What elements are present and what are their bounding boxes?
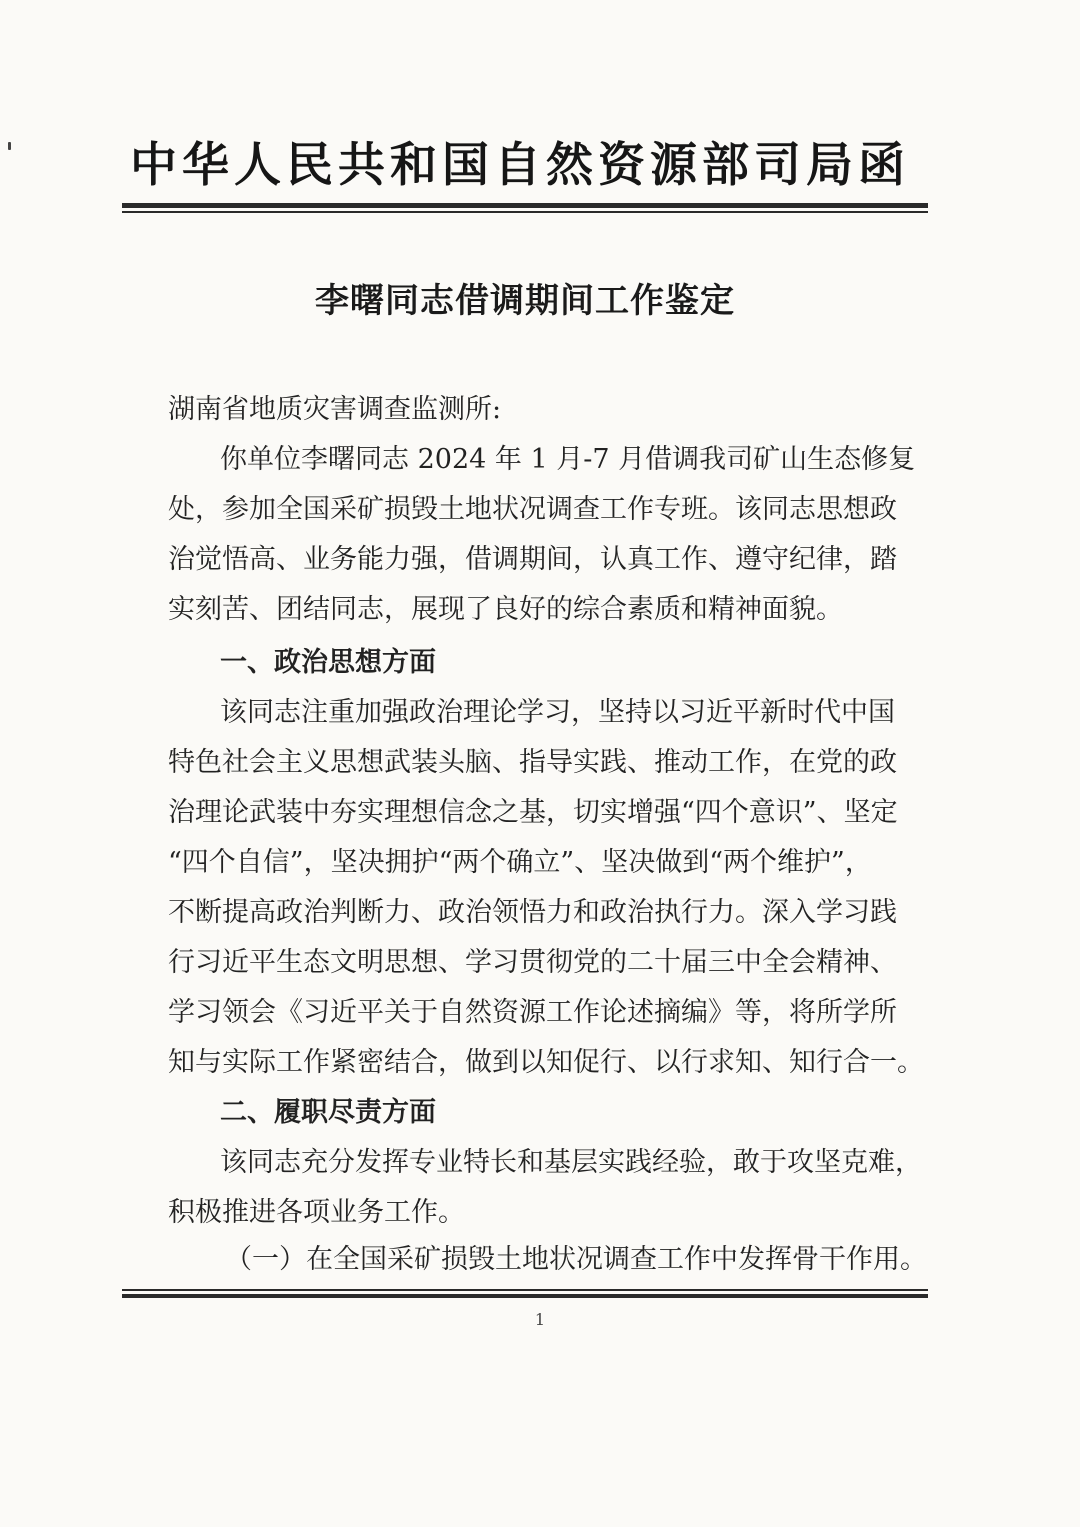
body-line: 该同志注重加强政治理论学习，坚持以习近平新时代中国 <box>220 697 895 728</box>
body-line: 处，参加全国采矿损毁土地状况调查工作专班。该同志思想政 <box>168 494 897 525</box>
body-line: 学习领会《习近平关于自然资源工作论述摘编》等，将所学所 <box>168 997 897 1028</box>
body-line: 知与实际工作紧密结合，做到以知促行、以行求知、知行合一。 <box>168 1047 924 1078</box>
section-heading: 一、政治思想方面 <box>220 647 436 678</box>
body-line: 治觉悟高、业务能力强，借调期间，认真工作、遵守纪律，踏 <box>168 544 897 575</box>
body-line: 治理论武装中夯实理想信念之基，切实增强“四个意识”、坚定 <box>168 797 898 828</box>
document-title: 李曙同志借调期间工作鉴定 <box>315 281 735 321</box>
body-line: 积极推进各项业务工作。 <box>168 1197 465 1228</box>
body-line: 实刻苦、团结同志，展现了良好的综合素质和精神面貌。 <box>168 594 843 625</box>
body-line: 该同志充分发挥专业特长和基层实践经验，敢于攻坚克难， <box>220 1147 922 1178</box>
letterhead-rule-thick <box>122 203 928 208</box>
letterhead: 中华人民共和国自然资源部司局函 <box>130 138 910 193</box>
footer-rule-thin <box>122 1289 928 1291</box>
body-line: 不断提高政治判断力、政治领悟力和政治执行力。深入学习践 <box>168 897 897 928</box>
scan-speck <box>8 142 11 150</box>
body-line: 特色社会主义思想武装头脑、指导实践、推动工作，在党的政 <box>168 747 897 778</box>
body-line: 行习近平生态文明思想、学习贯彻党的二十届三中全会精神、 <box>168 947 897 978</box>
subsection-heading: （一）在全国采矿损毁土地状况调查工作中发挥骨干作用。 <box>225 1244 927 1275</box>
section-heading: 二、履职尽责方面 <box>220 1097 436 1128</box>
body-line: 你单位李曙同志 2024 年 1 月-7 月借调我司矿山生态修复 <box>220 444 916 475</box>
footer-rule-thick <box>122 1294 928 1298</box>
letterhead-rule-thin <box>122 211 928 213</box>
addressee: 湖南省地质灾害调查监测所: <box>168 394 502 425</box>
page-number: 1 <box>534 1310 546 1329</box>
body-line: “四个自信”，坚决拥护“两个确立”、坚决做到“两个维护”， <box>168 847 872 878</box>
